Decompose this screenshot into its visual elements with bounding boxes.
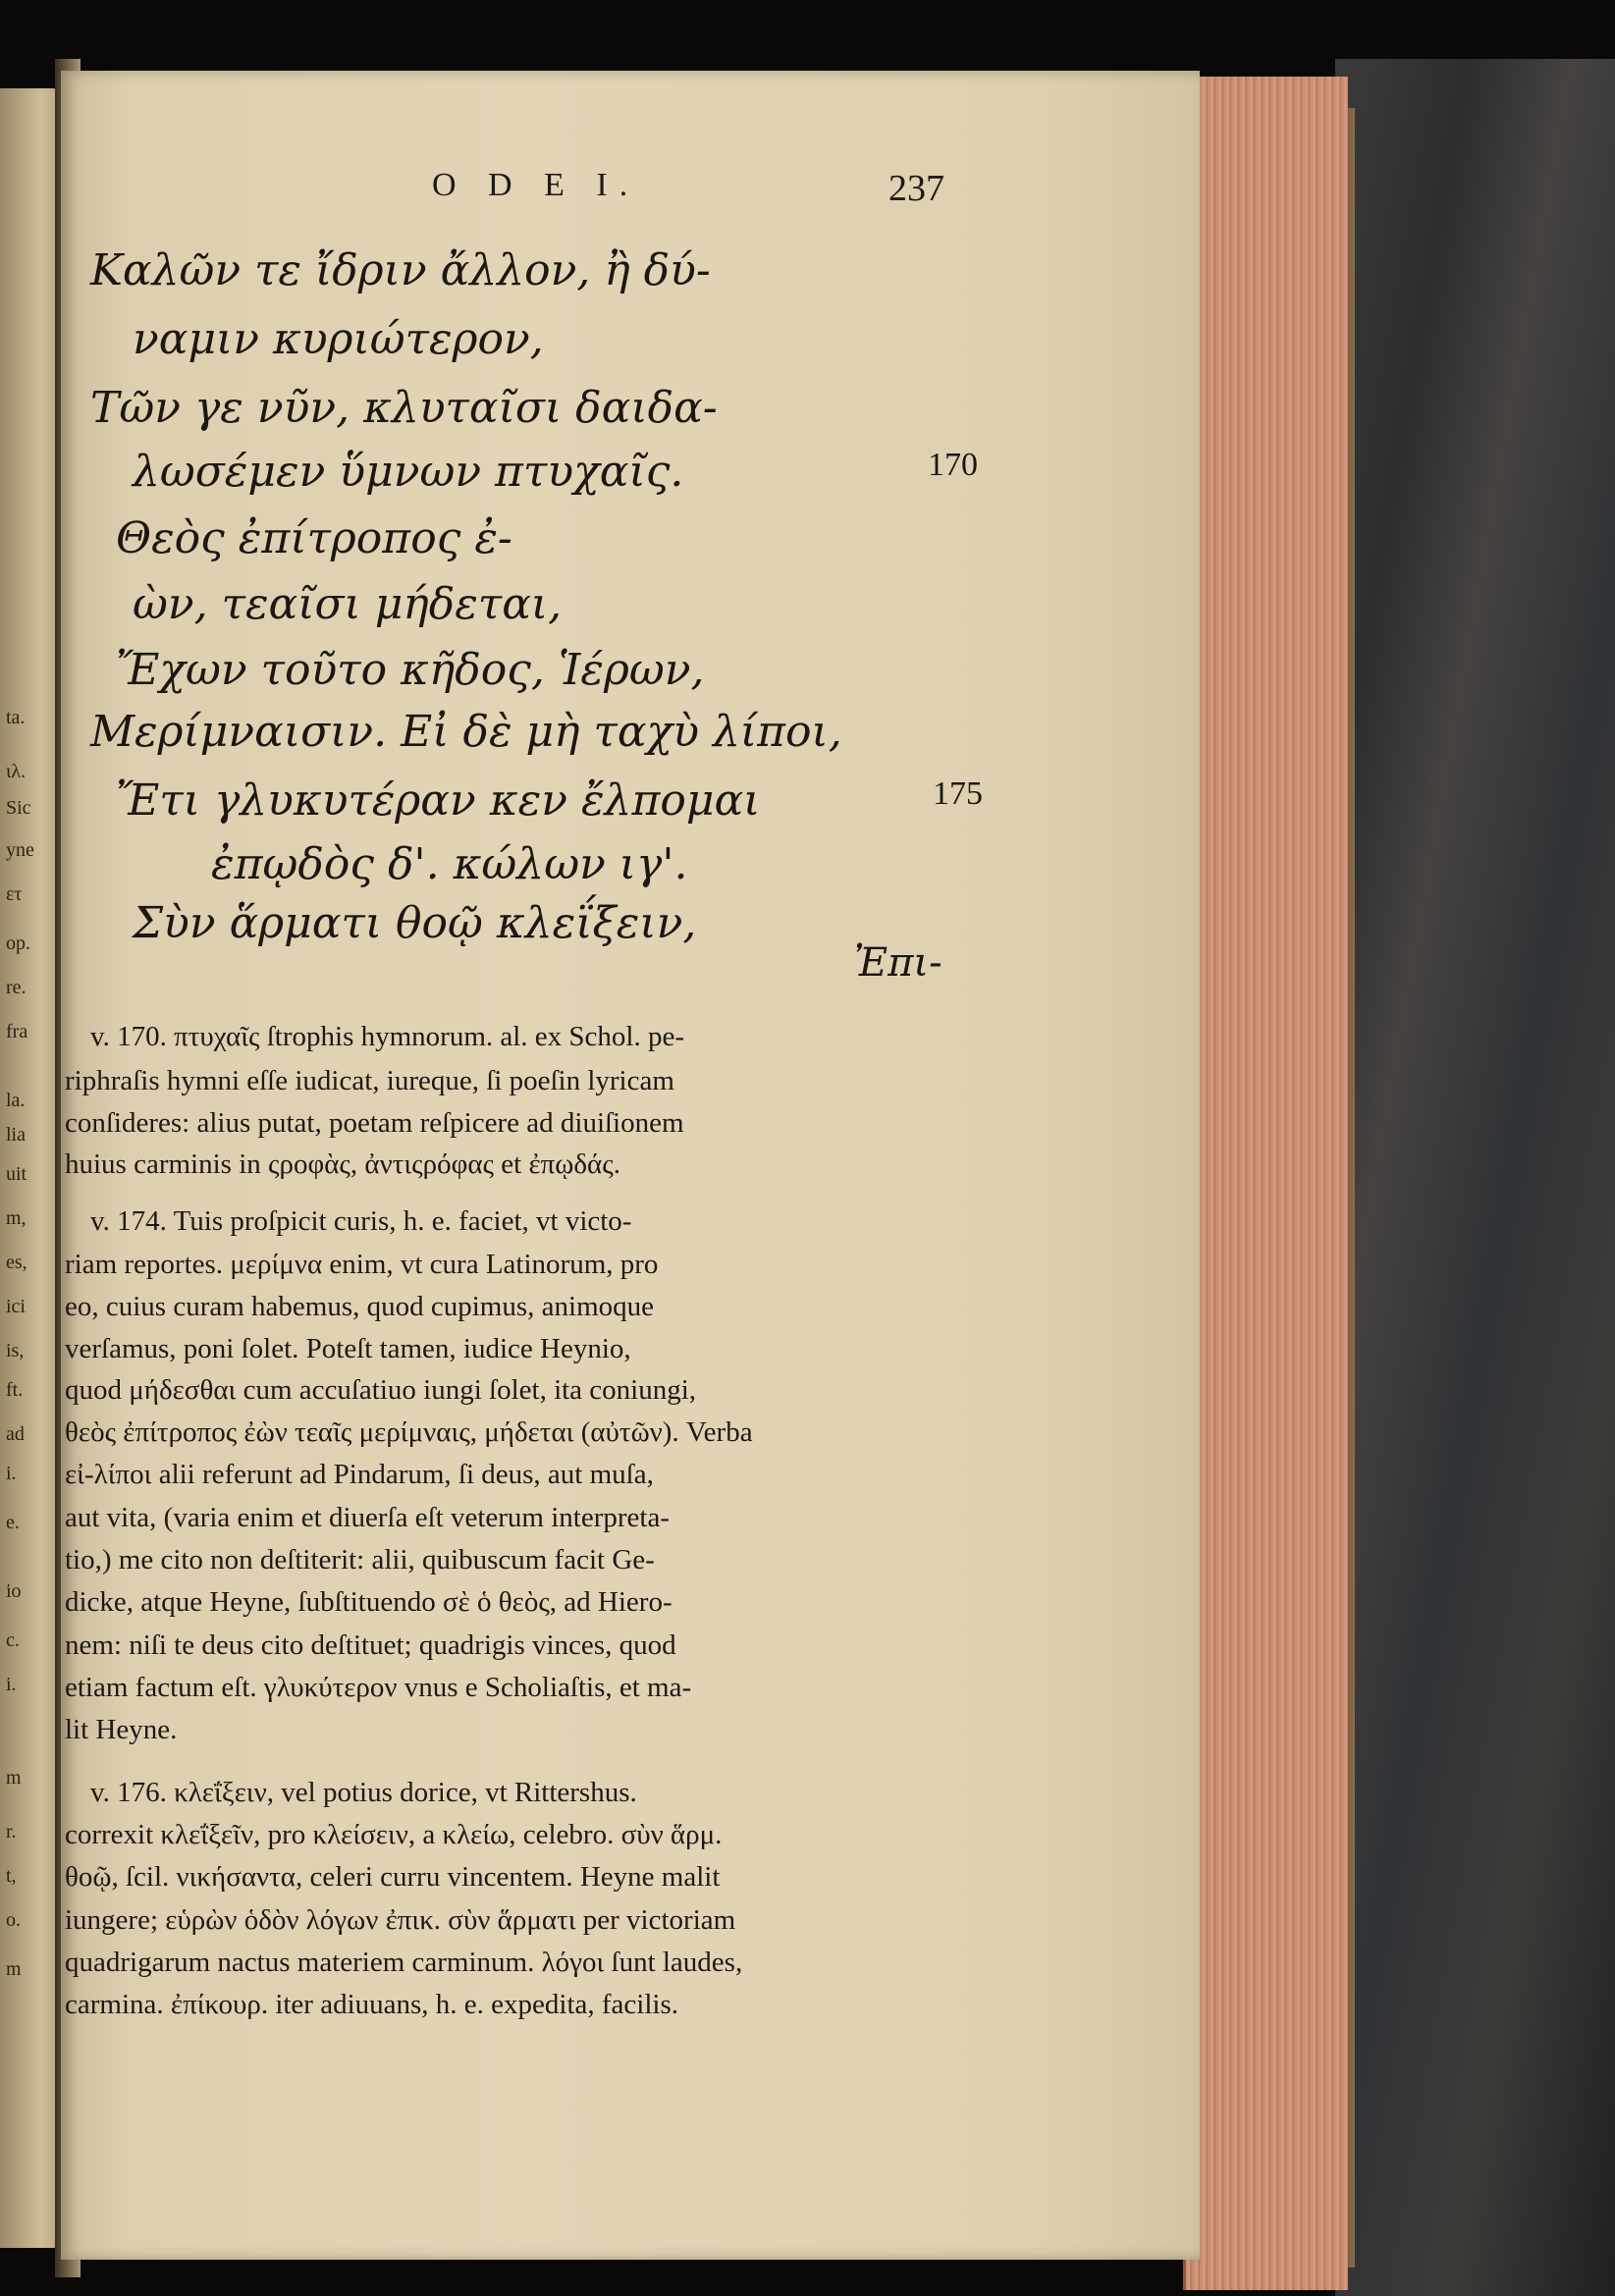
left-fragment: ιλ. [6,761,27,782]
verse-line: ὼν, τεαῖσι μήδεται, [133,579,563,629]
left-fragment: is, [6,1340,25,1362]
verse-line: Μερίμναισιν. Εἰ δὲ μὴ ταχὺ λίποι, [90,707,842,757]
left-fragment: op. [6,933,30,954]
note-line: conſideres: alius putat, poetam reſpicere ad diuiſionem [65,1107,684,1139]
left-fragment: Sic [6,797,31,819]
left-fragment: uit [6,1163,27,1185]
left-fragment: i. [6,1674,17,1695]
note-line: nem: niſi te deus cito deſtituet; quadrigis vinces, quod [65,1629,676,1661]
note-line: tio,) me cito non deſtiterit: alii, quibuscum facit Ge- [65,1544,655,1575]
verse-line: λωσέμεν ὕμνων πτυχαῖς. [133,447,684,497]
left-fragment: yne [6,839,34,861]
verse-line: Ἔτι γλυκυτέραν κεν ἔλπομαι [116,775,761,826]
left-fragment: t, [6,1865,17,1887]
left-fragment: lia [6,1124,26,1146]
left-fragment: ad [6,1423,25,1445]
book-cover-board [1335,59,1615,2296]
left-fragment: ετ [6,883,23,905]
left-fragment: e. [6,1512,20,1533]
note-line: v. 170. πτυχαῖς ſtrophis hymnorum. al. ex Schol. pe- [90,1021,685,1052]
left-fragment: i. [6,1463,17,1484]
note-line: θοῷ, ſcil. νικήσαντα, celeri curru vincentem. Heyne malit [65,1861,721,1893]
left-fragment: o. [6,1909,21,1931]
verse-line: Σὺν ἅρματι θοῷ κλεΐξειν, [133,898,697,948]
note-line: θεὸς ἐπίτροπος ἐὼν τεαῖς μερίμναις, μήδεται (αὐτῶν). Verba [65,1416,753,1448]
line-number: 170 [928,447,978,483]
note-line: quadrigarum nactus materiem carminum. λόγοι ſunt laudes, [65,1947,743,1978]
left-fragment: re. [6,977,27,998]
verse-line: ἐπῳδὸς δ'. κώλων ιγ'. [211,839,688,889]
note-line: huius carminis in ςροφὰς, ἀντιςρόφας et ἐπῳδάς. [65,1148,620,1180]
note-line: v. 176. κλεΐξειν, vel potius dorice, vt Rittershus. [90,1777,637,1808]
note-line: εἰ-λίποι alii referunt ad Pindarum, ſi deus, aut muſa, [65,1459,654,1490]
verse-line: ναμιν κυριώτερον, [133,314,544,364]
left-fragment: ici [6,1296,26,1317]
note-line: quod μήδεσθαι cum accuſatiuo iungi ſolet, ita coniungi, [65,1374,697,1406]
page-number: 237 [888,168,944,209]
left-fragment: m [6,1958,22,1980]
verse-line: Καλῶν τε ἴδριν ἄλλον, ἢ δύ- [90,245,711,295]
note-line: carmina. ἐπίκουρ. iter adiuuans, h. e. expedita, facilis. [65,1989,679,2020]
note-line: dicke, atque Heyne, ſubſtituendo σὲ ὁ θεὸς, ad Hiero- [65,1586,673,1618]
note-line: aut vita, (varia enim et diuerſa eſt veterum interpreta- [65,1502,670,1533]
verse-line: Τῶν γε νῦν, κλυταῖσι δαιδα- [90,383,718,433]
note-line: v. 174. Tuis proſpicit curis, h. e. faciet, vt victo- [90,1205,632,1237]
left-fragment: la. [6,1090,26,1111]
note-line: riam reportes. μερίμνα enim, vt cura Latinorum, pro [65,1249,659,1280]
left-fragment: io [6,1580,22,1602]
page-fore-edge [1183,77,1348,2290]
note-line: etiam factum eſt. γλυκύτερον vnus e Scholiaſtis, et ma- [65,1672,692,1703]
catchword: Ἐπι- [854,940,942,986]
note-line: eo, cuius curam habemus, quod cupimus, animoque [65,1291,655,1322]
running-head: O D E I. [432,167,640,203]
note-line: correxit κλεΐξεῖν, pro κλείσειν, a κλείω, celebro. σὺν ἅρμ. [65,1819,723,1850]
line-number: 175 [933,775,983,812]
left-fragment: es, [6,1252,27,1273]
note-line: lit Heyne. [65,1714,178,1745]
note-line: riphraſis hymni eſſe iudicat, iureque, ſi poeſin lyricam [65,1065,674,1096]
verse-line: Ἔχων τοῦτο κῆδος, Ἱέρων, [116,645,705,695]
left-fragment: m, [6,1207,27,1229]
verse-line: Θεὸς ἐπίτροπος ἐ- [116,513,512,563]
left-fragment: ft. [6,1379,24,1401]
left-fragment: ta. [6,707,26,728]
note-line: iungere; εὑρὼν ὁδὸν λόγων ἐπικ. σὺν ἅρματι per victoriam [65,1904,736,1936]
note-line: verſamus, poni ſolet. Poteſt tamen, iudice Heynio, [65,1333,631,1364]
left-fragment: fra [6,1021,28,1042]
left-fragment: c. [6,1629,20,1651]
left-fragment: m [6,1767,22,1789]
left-fragment: r. [6,1821,17,1842]
